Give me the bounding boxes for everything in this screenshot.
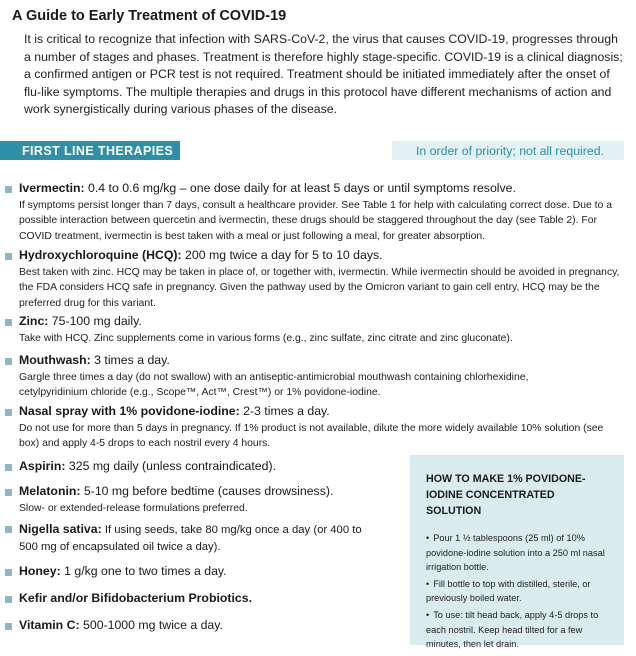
therapy-dose: If using seeds, take 80 mg/kg once a day (or 400 to 500 mg of encapsulated oil twice a day).: [19, 524, 362, 553]
howto-step-text: Pour 1 ½ tablespoons (25 ml) of 10% povidone-iodine solution into a 250 ml nasal irrigation bottle.: [426, 533, 605, 573]
square-bullet-icon: [5, 409, 12, 416]
square-bullet-icon: [5, 253, 12, 260]
page-title: A Guide to Early Treatment of COVID-19: [12, 8, 287, 24]
therapy-dose: 2-3 times a day.: [239, 404, 330, 418]
therapy-description: Do not use for more than 5 days in pregnancy. If 1% product is not available, dilute the more widely available 10% solution (see box) and apply 4-5 drops to each nostril every 4 hours.: [19, 423, 604, 450]
therapy-heading: [19, 248, 383, 262]
therapy-name: Zinc:: [19, 314, 49, 328]
howto-step-text: To use: tilt head back, apply 4-5 drops to each nostril. Keep head tilted for a few minutes, then let drain.: [426, 609, 599, 650]
square-bullet-icon: [5, 358, 12, 365]
square-bullet-icon: [5, 319, 12, 326]
povidone-iodine-howto-box: [410, 455, 624, 650]
therapy-name: Mouthwash:: [19, 353, 91, 367]
therapy-dose: 1 g/kg one to two times a day.: [60, 564, 227, 578]
therapy-dose: 500-1000 mg twice a day.: [79, 618, 223, 632]
therapy-heading: [19, 404, 330, 418]
therapy-heading: [19, 314, 142, 328]
therapy-name: Hydroxychloroquine (HCQ):: [19, 248, 182, 262]
priority-note: In order of priority; not all required.: [392, 141, 624, 160]
howto-step: [426, 608, 610, 652]
therapy-description: Take with HCQ. Zinc supplements come in various forms (e.g., zinc sulfate, zinc citrate and zinc gluconate).: [19, 333, 513, 344]
therapy-description: If symptoms persist longer than 7 days, consult a healthcare provider. See Table 1 for help with calculating correct dose. Due to a possible interaction between quercetin and ivermectin, these drugs should be staggered throughout the day (see Table 2). For COVID treatment, ivermectin is best taken with a meal or just following a meal, for greater absorption.: [19, 200, 612, 242]
therapy-heading: [19, 564, 227, 578]
howto-step: [426, 577, 610, 606]
therapy-dose: 325 mg daily (unless contraindicated).: [65, 459, 276, 473]
therapy-name: Honey:: [19, 564, 61, 578]
therapy-dose: 0.4 to 0.6 mg/kg – one dose daily for at least 5 days or until symptoms resolve.: [84, 181, 516, 195]
therapy-heading: [19, 484, 333, 498]
square-bullet-icon: [5, 526, 12, 533]
therapy-dose: 200 mg twice a day for 5 to 10 days.: [181, 248, 383, 262]
intro-paragraph: It is critical to recognize that infection with SARS-CoV-2, the virus that causes COVID-19, progresses through a number of stages and phases. Treatment is therefore highly stage-specific. COVID-19 is a clinical diagnosis; a confirmed antigen or PCR test is not required. Treatment should be initiated immediately after the onset of flu-like symptoms. The multiple therapies and drugs in this protocol have different mechanisms of action and work synergistically during various phases of the disease.: [24, 32, 623, 117]
square-bullet-icon: [5, 464, 12, 471]
therapy-dose: 3 times a day.: [90, 353, 170, 367]
therapy-name: Aspirin:: [19, 459, 66, 473]
therapy-name: Kefir and/or Bifidobacterium Probiotics.: [19, 591, 252, 605]
howto-step: [426, 531, 610, 575]
square-bullet-icon: [5, 623, 12, 630]
square-bullet-icon: [5, 569, 12, 576]
therapy-dose: 5-10 mg before bedtime (causes drowsiness).: [80, 484, 334, 498]
therapy-heading: [19, 591, 252, 605]
bullet-dot-icon: •: [426, 533, 430, 543]
therapy-dose: 75-100 mg daily.: [48, 314, 142, 328]
therapy-heading: [19, 521, 374, 556]
therapy-description: Gargle three times a day (do not swallow) with an antiseptic-antimicrobial mouthwash containing chlorhexidine, cetylpyridinium chloride (e.g., Scope™, Act™, Crest™) or 1% povidone-iodine.: [19, 372, 529, 399]
therapy-name: Vitamin C:: [19, 618, 80, 632]
bullet-dot-icon: •: [426, 578, 430, 589]
howto-step-text: Fill bottle to top with distilled, sterile, or previously boiled water.: [426, 578, 591, 604]
section-banner: FIRST LINE THERAPIES: [0, 141, 180, 160]
square-bullet-icon: [5, 596, 12, 603]
therapy-name: Ivermectin:: [19, 181, 85, 195]
square-bullet-icon: [5, 186, 12, 193]
therapy-heading: [19, 618, 223, 632]
therapy-description: Best taken with zinc. HCQ may be taken in place of, or together with, ivermectin. While ivermectin should be avoided in pregnancy, the FDA considers HCQ safe in pregnancy. Given the pathway used by the Omicron variant to gain cell entry, HCQ may be the preferred drug for this variant.: [19, 267, 620, 309]
therapy-description: Slow- or extended-release formulations preferred.: [19, 503, 248, 514]
bullet-dot-icon: •: [426, 609, 430, 620]
therapy-name: Nigella sativa:: [19, 522, 102, 536]
howto-title: HOW TO MAKE 1% POVIDONE-IODINE CONCENTRATED SOLUTION: [426, 473, 586, 517]
therapy-heading: [19, 353, 170, 367]
square-bullet-icon: [5, 489, 12, 496]
therapy-name: Melatonin:: [19, 484, 81, 498]
therapy-heading: [19, 459, 276, 473]
therapy-heading: [19, 181, 516, 195]
howto-steps: [426, 531, 610, 652]
therapy-name: Nasal spray with 1% povidone-iodine:: [19, 404, 240, 418]
